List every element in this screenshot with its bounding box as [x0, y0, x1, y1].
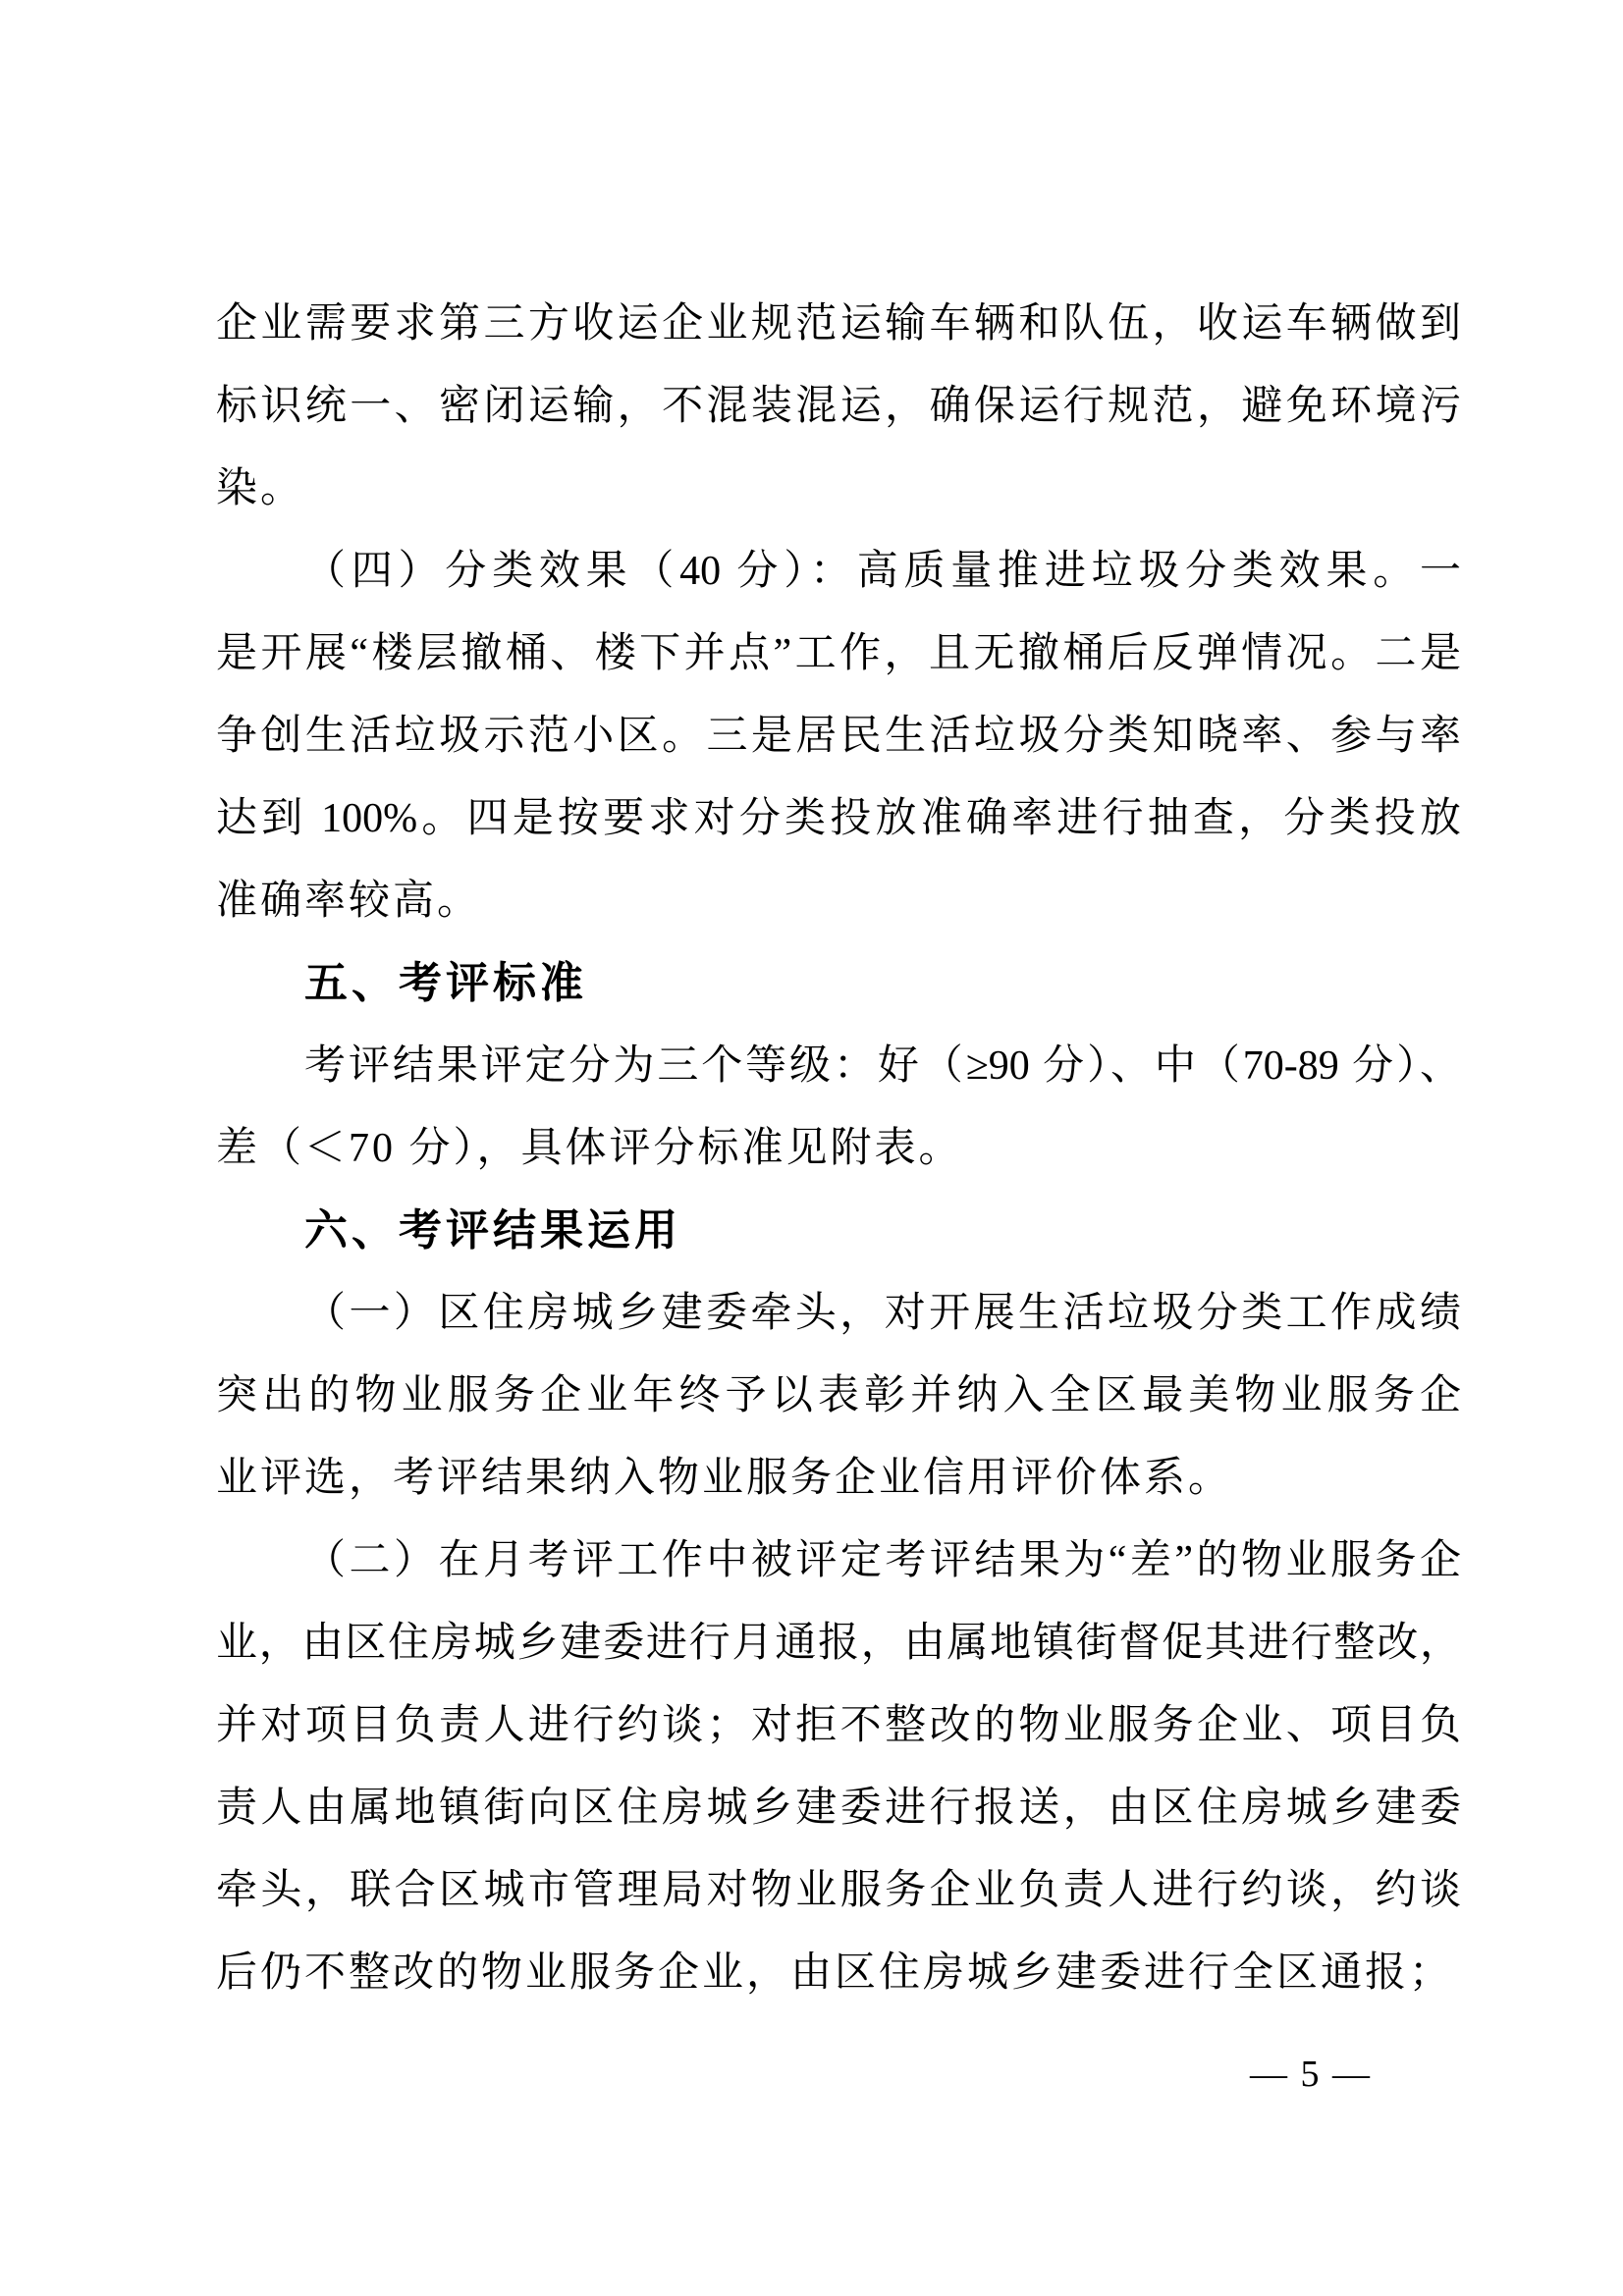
text-line: 牵头，联合区城市管理局对物业服务企业负责人进行约谈，约谈 — [216, 1868, 1461, 1913]
text-line: 责人由属地镇街向区住房城乡建委进行报送，由区住房城乡建委 — [216, 1786, 1461, 1831]
text-line: 差（＜70 分），具体评分标准见附表。 — [216, 1126, 963, 1171]
text-line: 达到 100%。四是按要求对分类投放准确率进行抽查，分类投放 — [216, 796, 1461, 841]
text-line: 考评结果评定分为三个等级：好（≥90 分）、中（70-89 分）、 — [304, 1043, 1461, 1089]
text-line: 突出的物业服务企业年终予以表彰并纳入全区最美物业服务企 — [216, 1373, 1461, 1418]
text-line: 并对项目负责人进行约谈；对拒不整改的物业服务企业、项目负 — [216, 1703, 1461, 1748]
text-line: 企业需要求第三方收运企业规范运输车辆和队伍，收运车辆做到 — [216, 301, 1461, 347]
text-line: 后仍不整改的物业服务企业，由区住房城乡建委进行全区通报； — [216, 1950, 1454, 1996]
section-heading: 五、考评标准 — [304, 959, 587, 1007]
text-line: （一）区住房城乡建委牵头，对开展生活垃圾分类工作成绩 — [304, 1291, 1461, 1336]
text-line: 是开展“楼层撤桶、楼下并点”工作，且无撤桶后反弹情况。二是 — [216, 631, 1461, 676]
section-heading: 六、考评结果运用 — [304, 1206, 681, 1255]
text-line: （四）分类效果（40 分）：高质量推进垃圾分类效果。一 — [304, 549, 1461, 594]
text-line: 准确率较高。 — [216, 879, 482, 924]
text-line: （二）在月考评工作中被评定考评结果为“差”的物业服务企 — [304, 1538, 1461, 1583]
text-line: 争创生活垃圾示范小区。三是居民生活垃圾分类知晓率、参与率 — [216, 714, 1461, 759]
text-line: 染。 — [216, 466, 305, 511]
text-line: 业评选，考评结果纳入物业服务企业信用评价体系。 — [216, 1456, 1233, 1501]
text-line: 业，由区住房城乡建委进行月通报，由属地镇街督促其进行整改， — [216, 1621, 1461, 1666]
page-number: — 5 — — [1250, 2054, 1372, 2095]
document-body — [216, 283, 1461, 2014]
text-line: 标识统一、密闭运输，不混装混运，确保运行规范，避免环境污 — [216, 384, 1461, 429]
